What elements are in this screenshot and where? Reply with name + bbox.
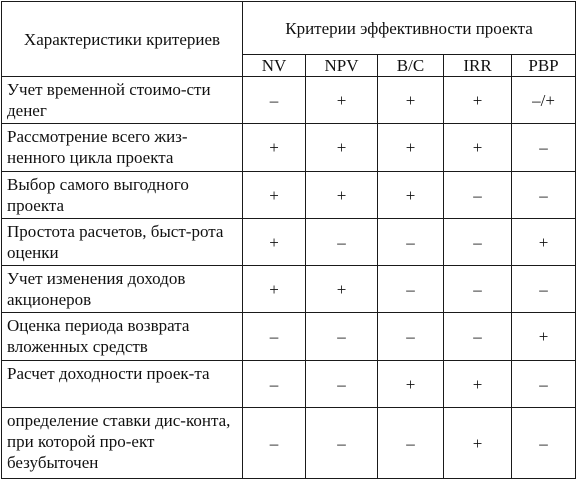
cell-mark: – xyxy=(243,408,306,479)
cell-mark: + xyxy=(444,361,512,408)
column-header-irr: IRR xyxy=(444,55,512,77)
table-row xyxy=(2,77,576,124)
row-label: Учет изменения доходов акционеров xyxy=(2,266,243,313)
cell-mark: + xyxy=(243,219,306,266)
row-label: Учет временной стоимо-сти денег xyxy=(2,77,243,124)
row-label: Расчет доходности проек-та xyxy=(2,361,243,408)
cell-mark: – xyxy=(444,219,512,266)
cell-mark: – xyxy=(306,408,378,479)
cell-mark: + xyxy=(378,77,444,124)
cell-mark: – xyxy=(444,172,512,219)
cell-mark: + xyxy=(512,313,576,361)
cell-mark: + xyxy=(306,266,378,313)
header-characteristics xyxy=(2,2,243,77)
row-label: Выбор самого выгодного проекта xyxy=(2,172,243,219)
table-row xyxy=(2,361,576,408)
cell-mark: – xyxy=(243,77,306,124)
cell-mark: – xyxy=(378,219,444,266)
column-header-npv: NPV xyxy=(306,55,378,77)
cell-mark: – xyxy=(444,313,512,361)
row-label: определение ставки дис-конта, при которой про-ект безубыточен xyxy=(2,408,243,479)
cell-mark: + xyxy=(243,124,306,172)
cell-mark: – xyxy=(444,266,512,313)
row-label: Простота расчетов, быст-рота оценки xyxy=(2,219,243,266)
header-criteria-text: Критерии эффективности проекта xyxy=(285,18,533,38)
cell-mark: + xyxy=(378,172,444,219)
header-characteristics-text: Характеристики критериев xyxy=(23,29,221,49)
cell-mark: – xyxy=(512,361,576,408)
criteria-comparison-table xyxy=(1,1,576,479)
cell-mark: – xyxy=(378,313,444,361)
table-row xyxy=(2,266,576,313)
row-label: Оценка периода возврата вложенных средств xyxy=(2,313,243,361)
column-header-bc: B/C xyxy=(378,55,444,77)
column-header-pbp: PBP xyxy=(512,55,576,77)
cell-mark: + xyxy=(378,361,444,408)
cell-mark: + xyxy=(306,124,378,172)
cell-mark: – xyxy=(512,408,576,479)
cell-mark: + xyxy=(444,408,512,479)
cell-mark: + xyxy=(243,172,306,219)
cell-mark: + xyxy=(243,266,306,313)
table-row xyxy=(2,124,576,172)
cell-mark: –/+ xyxy=(512,77,576,124)
cell-mark: – xyxy=(306,361,378,408)
table-row xyxy=(2,313,576,361)
row-label: Рассмотрение всего жиз-ненного цикла проекта xyxy=(2,124,243,172)
cell-mark: – xyxy=(378,408,444,479)
cell-mark: + xyxy=(306,172,378,219)
cell-mark: + xyxy=(378,124,444,172)
cell-mark: – xyxy=(512,124,576,172)
table-row xyxy=(2,172,576,219)
cell-mark: – xyxy=(243,313,306,361)
cell-mark: – xyxy=(243,361,306,408)
table-row xyxy=(2,408,576,479)
cell-mark: + xyxy=(306,77,378,124)
cell-mark: – xyxy=(306,219,378,266)
cell-mark: – xyxy=(378,266,444,313)
cell-mark: + xyxy=(512,219,576,266)
cell-mark: – xyxy=(306,313,378,361)
cell-mark: + xyxy=(444,77,512,124)
column-header-nv: NV xyxy=(243,55,306,77)
cell-mark: – xyxy=(512,172,576,219)
cell-mark: – xyxy=(512,266,576,313)
table-row xyxy=(2,219,576,266)
header-criteria xyxy=(243,2,576,55)
cell-mark: + xyxy=(444,124,512,172)
